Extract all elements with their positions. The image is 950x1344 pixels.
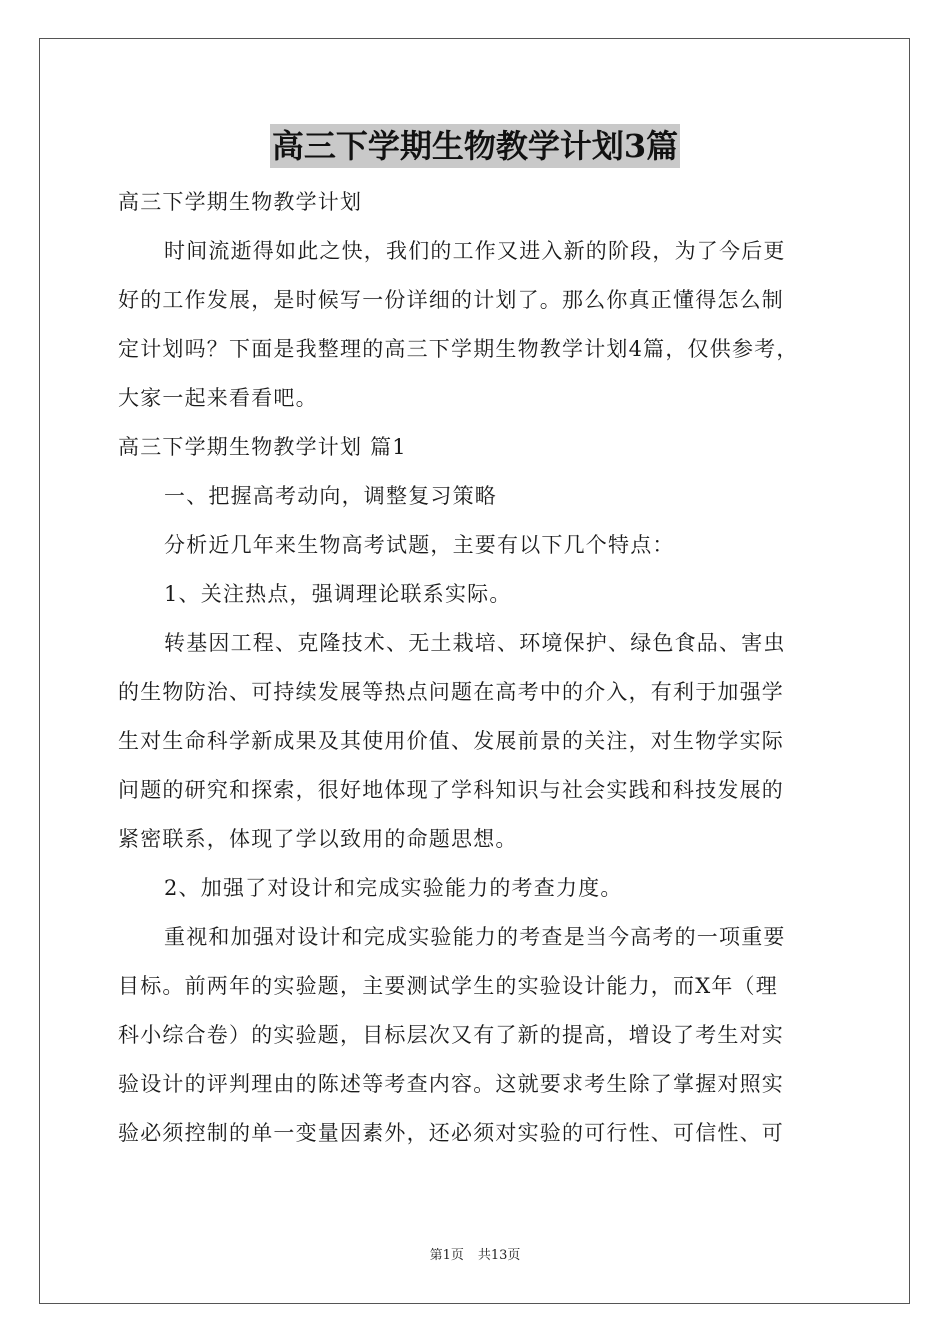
text-line: 1、关注热点，强调理论联系实际。 (164, 582, 512, 606)
text-line: 2、加强了对设计和完成实验能力的考查力度。 (164, 876, 623, 900)
text-line: 验必须控制的单一变量因素外，还必须对实验的可行性、可信性、可 (118, 1121, 784, 1145)
text-line: 目标。前两年的实验题，主要测试学生的实验设计能力，而X年（理 (118, 974, 778, 998)
page-number: 第1页 (429, 1248, 464, 1263)
text-line: 分析近几年来生物高考试题，主要有以下几个特点： (164, 533, 675, 557)
text-line: 高三下学期生物教学计划 (118, 190, 363, 214)
text-line: 时间流逝得如此之快，我们的工作又进入新的阶段，为了今后更 (164, 239, 786, 263)
text-line: 的生物防治、可持续发展等热点问题在高考中的介入，有利于加强学 (118, 680, 784, 704)
text-line: 大家一起来看看吧。 (118, 386, 318, 410)
page-total: 共13页 (477, 1248, 521, 1263)
text-line: 好的工作发展，是时候写一份详细的计划了。那么你真正懂得怎么制 (118, 288, 784, 312)
page-footer (0, 1247, 950, 1265)
document-title: 高三下学期生物教学计划3篇 (270, 124, 680, 168)
text-line: 定计划吗？下面是我整理的高三下学期生物教学计划4篇，仅供参考， (118, 337, 799, 361)
text-line: 生对生命科学新成果及其使用价值、发展前景的关注，对生物学实际 (118, 729, 784, 753)
text-line: 重视和加强对设计和完成实验能力的考查是当今高考的一项重要 (164, 925, 786, 949)
text-line: 高三下学期生物教学计划 篇1 (118, 435, 407, 459)
text-line: 紧密联系，体现了学以致用的命题思想。 (118, 827, 518, 851)
text-line: 验设计的评判理由的陈述等考查内容。这就要求考生除了掌握对照实 (118, 1072, 784, 1096)
document-body (118, 178, 838, 1158)
text-line: 转基因工程、克隆技术、无土栽培、环境保护、绿色食品、害虫 (164, 631, 786, 655)
text-line: 一、把握高考动向，调整复习策略 (164, 484, 497, 508)
text-line: 问题的研究和探索，很好地体现了学科知识与社会实践和科技发展的 (118, 778, 784, 802)
text-line: 科小综合卷）的实验题，目标层次又有了新的提高，增设了考生对实 (118, 1023, 784, 1047)
title-container (0, 124, 950, 168)
